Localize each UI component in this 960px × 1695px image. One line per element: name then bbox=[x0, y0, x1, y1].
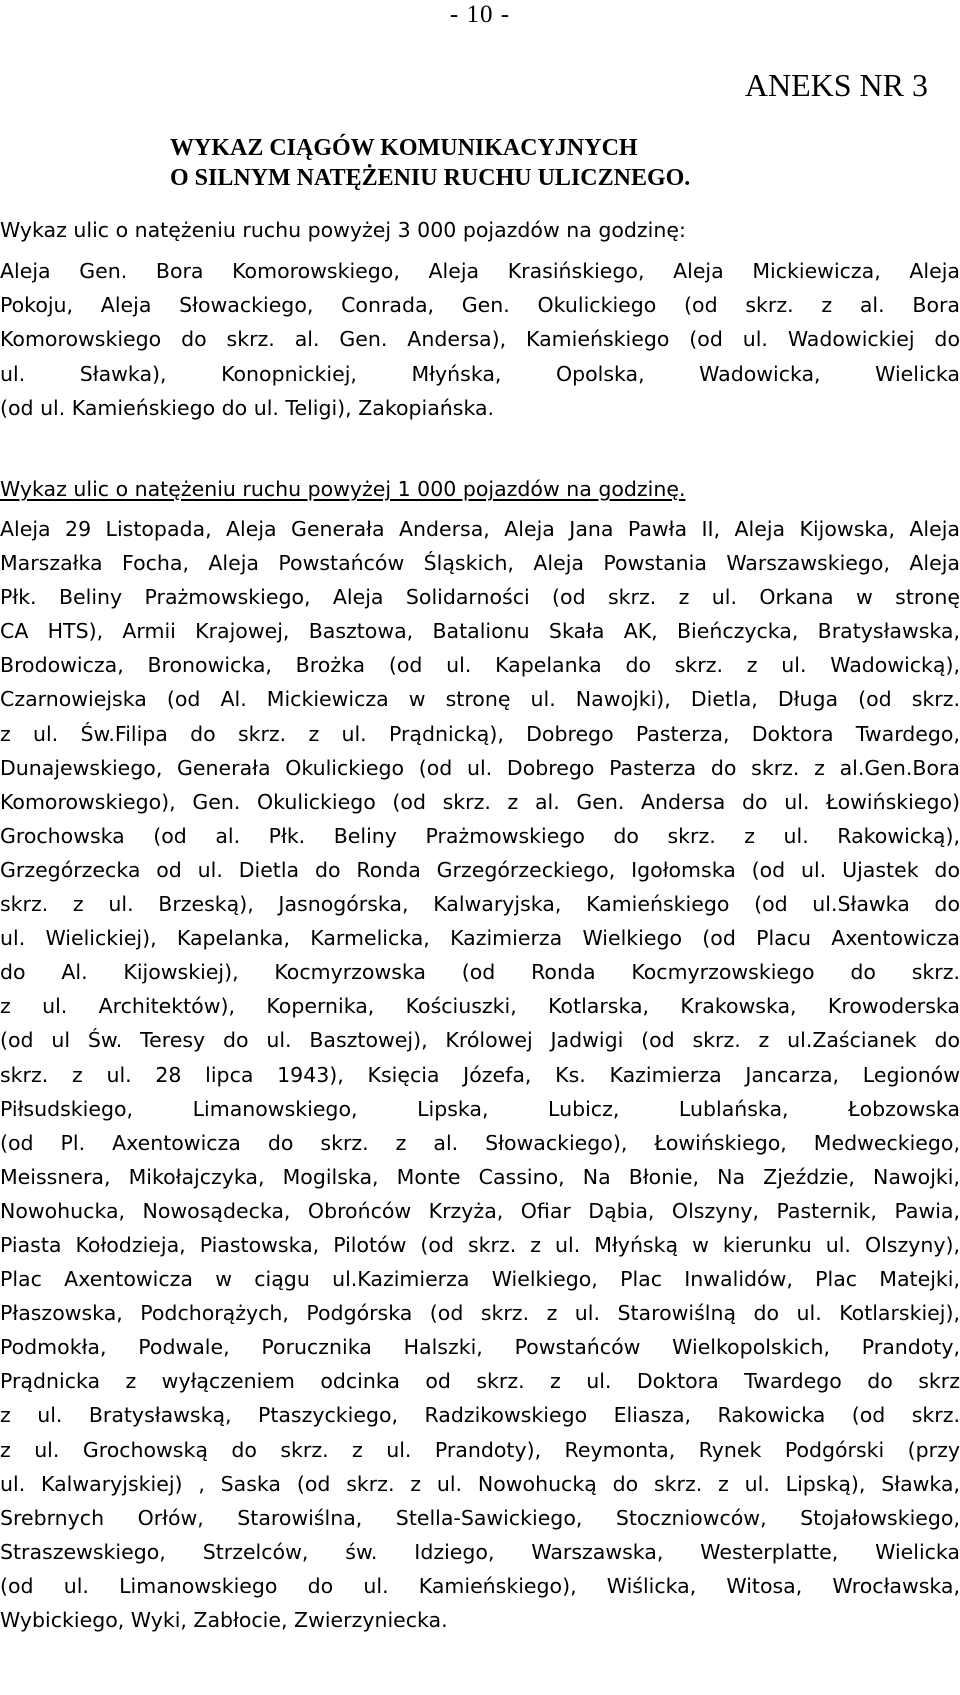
section2-line: Komorowskiego), Gen. Okulickiego (od skrz. z al. Gen. Andersa do ul. Łowińskiego) bbox=[0, 789, 960, 814]
section2-line: z ul. Grochowską do skrz. z ul. Prandoty), Reymonta, Rynek Podgórski (przy bbox=[0, 1437, 960, 1462]
section2-line: Podmokła, Podwale, Porucznika Halszki, Powstańców Wielkopolskich, Prandoty, bbox=[0, 1335, 960, 1360]
section2-line: z ul. Architektów), Kopernika, Kościuszki, Kotlarska, Krakowska, Krowoderska bbox=[0, 994, 960, 1019]
section2-line: z ul. Bratysławską, Ptaszyckiego, Radzikowskiego Eliasza, Rakowicka (od skrz. bbox=[0, 1403, 960, 1428]
section-2-heading: Wykaz ulic o natężeniu ruchu powyżej 1 000 pojazdów na godzinę. bbox=[0, 477, 686, 501]
section2-line: Dunajewskiego, Generała Okulickiego (od ul. Dobrego Pasterza do skrz. z al.Gen.Bora bbox=[0, 755, 960, 780]
section-1-paragraph bbox=[0, 254, 960, 425]
section2-line: z ul. Św.Filipa do skrz. z ul. Prądnicką), Dobrego Pasterza, Doktora Twardego, bbox=[0, 721, 960, 746]
title-line-1: WYKAZ CIĄGÓW KOMUNIKACYJNYCH bbox=[170, 135, 638, 161]
section-1-heading: Wykaz ulic o natężeniu ruchu powyżej 3 000 pojazdów na godzinę: bbox=[0, 218, 686, 242]
section2-line: skrz. z ul. Brzeską), Jasnogórska, Kalwaryjska, Kamieńskiego (od ul.Sławka do bbox=[0, 892, 960, 917]
section2-line: Srebrnych Orłów, Starowiślna, Stella-Sawickiego, Stoczniowców, Stojałowskiego, bbox=[0, 1505, 960, 1530]
section2-line: Płk. Beliny Prażmowskiego, Aleja Solidarności (od skrz. z ul. Orkana w stronę bbox=[0, 585, 960, 610]
title-line-2: O SILNYM NATĘŻENIU RUCHU ULICZNEGO. bbox=[170, 165, 691, 191]
section2-line: Straszewskiego, Strzelców, św. Idziego, Warszawska, Westerplatte, Wielicka bbox=[0, 1539, 960, 1564]
section2-line: Grochowska (od al. Płk. Beliny Prażmowskiego do skrz. z ul. Rakowicką), bbox=[0, 823, 960, 848]
document-title bbox=[170, 133, 790, 193]
section2-line: do Al. Kijowskiej), Kocmyrzowska (od Ronda Kocmyrzowskiego do skrz. bbox=[0, 960, 960, 985]
section2-line: skrz. z ul. 28 lipca 1943), Księcia Józefa, Ks. Kazimierza Jancarza, Legionów bbox=[0, 1062, 960, 1087]
section2-line: ul. Kalwaryjskiej) , Saska (od skrz. z ul. Nowohucką do skrz. z ul. Lipską), Sławka, bbox=[0, 1471, 960, 1496]
section1-line: Komorowskiego do skrz. al. Gen. Andersa), Kamieńskiego (od ul. Wadowickiej do bbox=[0, 327, 960, 352]
section2-line: Nowohucka, Nowosądecka, Obrońców Krzyża, Ofiar Dąbia, Olszyny, Pasternik, Pawia, bbox=[0, 1198, 960, 1223]
section1-line: Pokoju, Aleja Słowackiego, Conrada, Gen. Okulickiego (od skrz. z al. Bora bbox=[0, 293, 960, 318]
section2-line: Prądnicka z wyłączeniem odcinka od skrz. z ul. Doktora Twardego do skrz bbox=[0, 1369, 960, 1394]
section2-line: ul. Wielickiej), Kapelanka, Karmelicka, Kazimierza Wielkiego (od Placu Axentowicza bbox=[0, 926, 960, 951]
section1-line: ul. Sławka), Konopnickiej, Młyńska, Opolska, Wadowicka, Wielicka bbox=[0, 361, 960, 386]
section2-line: Meissnera, Mikołajczyka, Mogilska, Monte Cassino, Na Błonie, Na Zjeździe, Nawojki, bbox=[0, 1164, 960, 1189]
section2-line: Płaszowska, Podchorążych, Podgórska (od skrz. z ul. Starowiślną do ul. Kotlarskiej), bbox=[0, 1301, 960, 1326]
annex-label: ANEKS NR 3 bbox=[744, 67, 928, 103]
section-2-paragraph bbox=[0, 512, 960, 1637]
section1-line: Aleja Gen. Bora Komorowskiego, Aleja Krasińskiego, Aleja Mickiewicza, Aleja bbox=[0, 259, 960, 283]
section2-line: (od Pl. Axentowicza do skrz. z al. Słowackiego), Łowińskiego, Medweckiego, bbox=[0, 1130, 960, 1155]
section2-line: Plac Axentowicza w ciągu ul.Kazimierza Wielkiego, Plac Inwalidów, Plac Matejki, bbox=[0, 1267, 960, 1292]
section2-line: Czarnowiejska (od Al. Mickiewicza w stronę ul. Nawojki), Dietla, Długa (od skrz. bbox=[0, 687, 960, 712]
section2-line: Piasta Kołodzieja, Piastowska, Pilotów (od skrz. z ul. Młyńską w kierunku ul. Olszyny), bbox=[0, 1232, 960, 1257]
section2-line: CA HTS), Armii Krajowej, Basztowa, Batalionu Skała AK, Bieńczycka, Bratysławska, bbox=[0, 619, 960, 644]
page-number: - 10 - bbox=[449, 1, 511, 28]
section2-line: Marszałka Focha, Aleja Powstańców Śląskich, Aleja Powstania Warszawskiego, Aleja bbox=[0, 551, 960, 576]
section2-line: Brodowicza, Bronowicka, Brożka (od ul. Kapelanka do skrz. z ul. Wadowicką), bbox=[0, 653, 960, 678]
section2-line: (od ul Św. Teresy do ul. Basztowej), Królowej Jadwigi (od skrz. z ul.Zaścianek do bbox=[0, 1028, 960, 1053]
section2-line: (od ul. Limanowskiego do ul. Kamieńskiego), Wiślicka, Witosa, Wrocławska, bbox=[0, 1573, 960, 1598]
section2-line: Aleja 29 Listopada, Aleja Generała Andersa, Aleja Jana Pawła II, Aleja Kijowska, Aleja bbox=[0, 517, 960, 541]
section1-line: (od ul. Kamieńskiego do ul. Teligi), Zakopiańska. bbox=[0, 395, 495, 420]
section2-line: Piłsudskiego, Limanowskiego, Lipska, Lubicz, Lublańska, Łobzowska bbox=[0, 1096, 960, 1121]
section2-line: Grzegórzecka od ul. Dietla do Ronda Grzegórzeckiego, Igołomska (od ul. Ujastek do bbox=[0, 857, 960, 882]
section2-line: Wybickiego, Wyki, Zabłocie, Zwierzyniecka. bbox=[0, 1608, 448, 1632]
